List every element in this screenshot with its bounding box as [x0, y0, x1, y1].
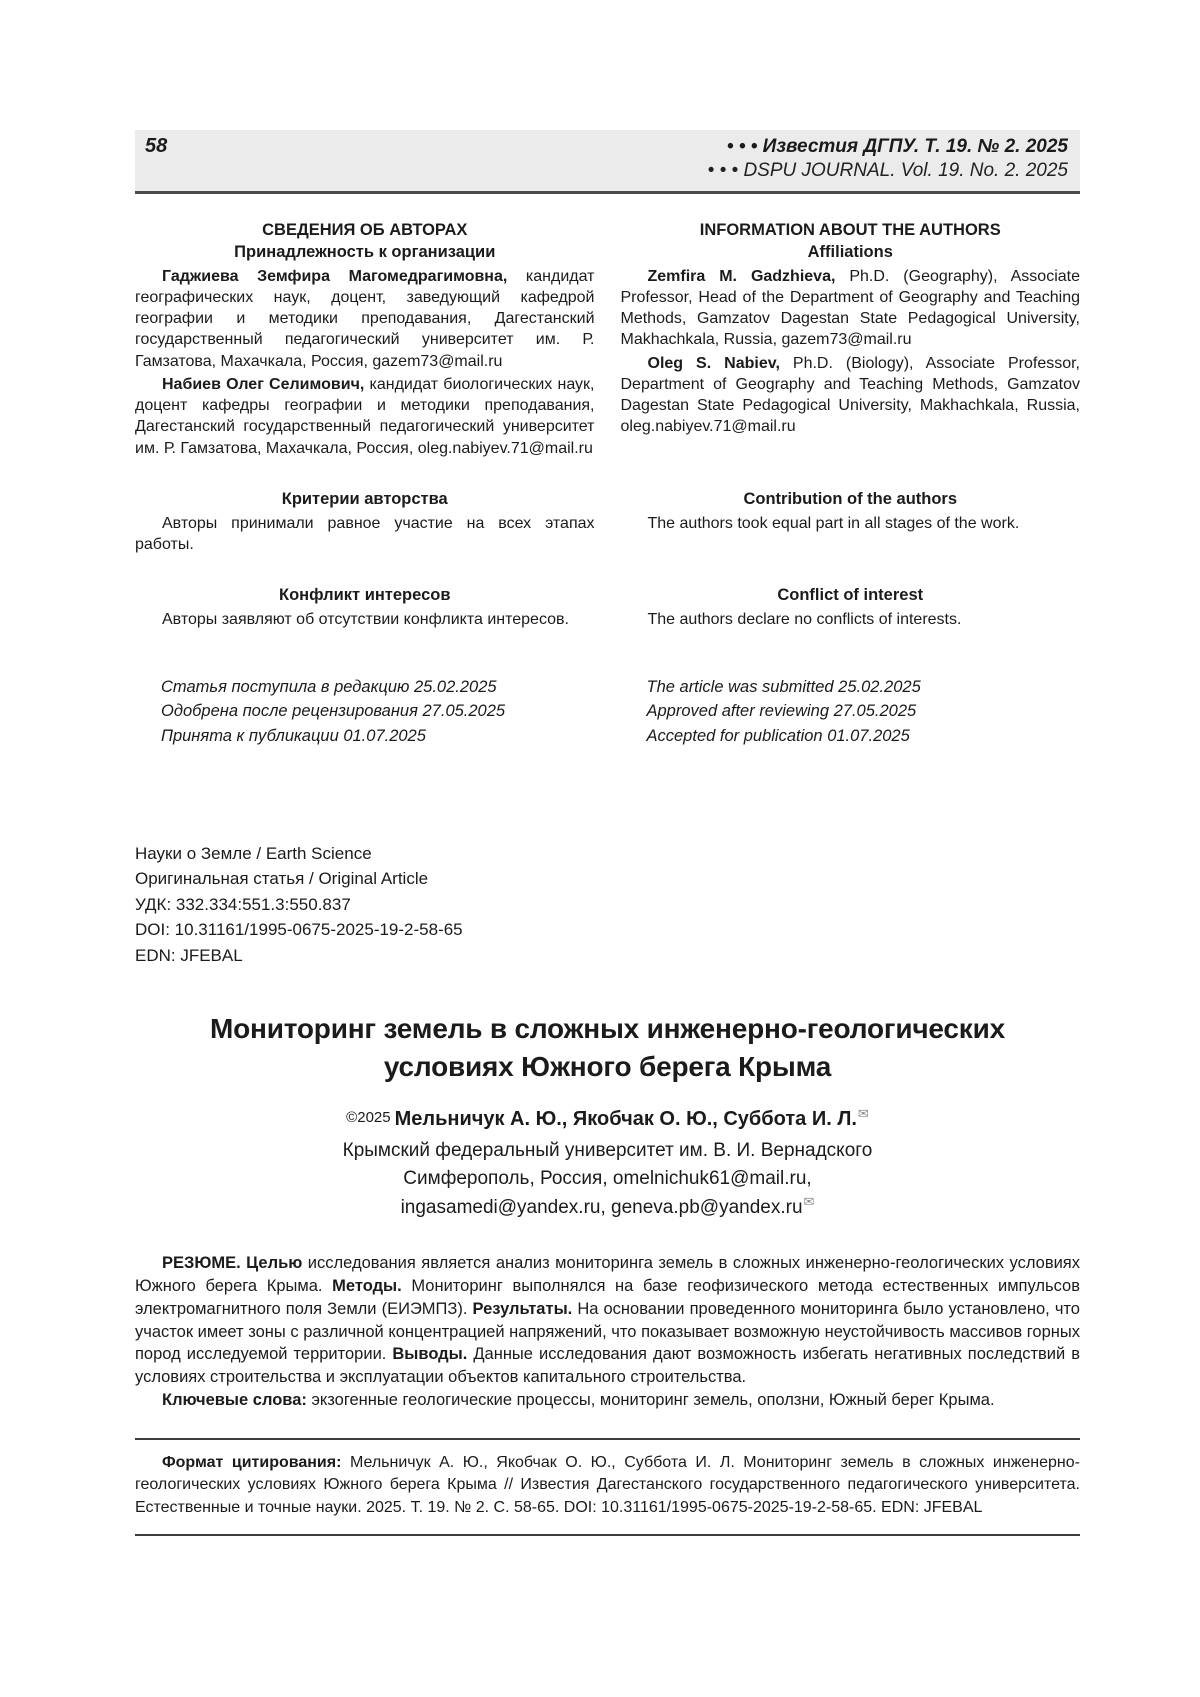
article-authors: Мельничук А. Ю., Якобчак О. Ю., Суббота И. Л.	[394, 1107, 857, 1130]
contribution-heading-en: Contribution of the authors	[743, 489, 958, 508]
date-accepted-en: Accepted for publication 01.07.2025	[646, 727, 910, 746]
article-meta	[135, 841, 1080, 969]
affiliation-university: Крымский федеральный университет им. В. И. Вернадского	[342, 1139, 873, 1161]
contribution-heading-ru: Критерии авторства	[281, 489, 448, 508]
article-dates-ru	[135, 675, 595, 749]
authors-info-heading-ru: СВЕДЕНИЯ ОБ АВТОРАХ	[262, 220, 468, 239]
date-approved-ru: Одобрена после рецензирования 27.05.2025	[161, 702, 506, 721]
section-label: Науки о Земле / Earth Science	[135, 843, 372, 863]
date-accepted-ru: Принята к публикации 01.07.2025	[161, 727, 426, 746]
conflict-heading-en: Conflict of interest	[777, 586, 924, 605]
article-type-label: Оригинальная статья / Original Article	[135, 869, 429, 889]
conflict-heading-ru: Конфликт интересов	[279, 586, 451, 605]
author-bio-ru-1: кандидат географических наук, доцент, заведующий кафедрой географии и методики преподавания, Дагестанский государственный педагогический университет им. Р. Гамзатова, Махачкала, Россия, gazem73@mail.ru	[135, 267, 595, 370]
author-name-ru-1: Гаджиева Земфира Магомедрагимовна,	[162, 267, 508, 285]
citation-box	[135, 1438, 1080, 1536]
citation-label: Формат цитирования:	[162, 1453, 342, 1471]
abstract-section	[135, 1252, 1080, 1411]
author-name-en-1: Zemfira M. Gadzhieva,	[647, 267, 836, 285]
abstract-paragraph	[135, 1252, 1080, 1389]
affiliation-city-email: Симферополь, Россия, omelnichuk61@mail.ru,	[403, 1168, 812, 1190]
journal-title-ru: • • • Известия ДГПУ. Т. 19. № 2. 2025	[726, 136, 1068, 157]
date-submitted-en: The article was submitted 25.02.2025	[646, 677, 921, 696]
authors-info-en	[621, 220, 1081, 459]
running-header	[135, 130, 1080, 194]
author-bio-ru-2: кандидат биологических наук, доцент кафедры географии и методики преподавания, Дагестанский государственный педагогический университет им. Р. Гамзатова, Махачкала, Россия, oleg.nabiyev.71@mail.ru	[135, 375, 595, 457]
author-bio-en-2: Ph.D. (Biology), Associate Professor, Department of Geography and Teaching Methods, Gamzatov Dagestan State Pedagogical University, Makhachkala, Russia, oleg.nabiyev.71@mail.ru	[620, 354, 1081, 436]
affiliation-heading-ru: Принадлежность к организации	[234, 242, 496, 261]
journal-title-en: • • • DSPU JOURNAL. Vol. 19. No. 2. 2025	[707, 160, 1068, 182]
journal-page	[135, 0, 1080, 1536]
date-approved-en: Approved after reviewing 27.05.2025	[646, 702, 917, 721]
conflict-ru	[135, 585, 595, 630]
keywords-paragraph	[135, 1389, 1080, 1412]
author-name-en-2: Oleg S. Nabiev,	[647, 354, 780, 372]
article-authors-line	[135, 1105, 1080, 1131]
conflict-en	[621, 585, 1081, 630]
affiliation-heading-en: Affiliations	[807, 242, 893, 261]
envelope-icon-2: ✉	[803, 1193, 815, 1209]
author-paragraph-ru-2	[135, 374, 595, 459]
doi-code: DOI: 10.31161/1995-0675-2025-19-2-58-65	[135, 920, 463, 940]
abstract-conclusion-text: Данные исследования дают возможность избегать негативных последствий в условиях строительства и эксплуатации объектов капитального строительства.	[135, 1345, 1080, 1387]
author-name-ru-2: Набиев Олег Селимович,	[162, 375, 365, 393]
udc-code: УДК: 332.334:551.3:550.837	[135, 894, 351, 914]
authors-info-heading-en: INFORMATION ABOUT THE AUTHORS	[699, 220, 1001, 239]
author-paragraph-en-1	[621, 266, 1081, 351]
contribution-text-en: The authors took equal part in all stages of the work.	[647, 514, 1020, 532]
article-title: Мониторинг земель в сложных инженерно-геологических условиях Южного берега Крыма	[209, 1013, 1005, 1083]
keywords-label: Ключевые слова:	[162, 1391, 307, 1409]
keywords-text: экзогенные геологические процессы, мониторинг земель, оползни, Южный берег Крыма.	[306, 1391, 995, 1409]
conflict-text-ru: Авторы заявляют об отсутствии конфликта интересов.	[162, 611, 569, 629]
journal-titles	[708, 135, 1068, 184]
citation-text: Мельничук А. Ю., Якобчак О. Ю., Суббота И. Л. Мониторинг земель в сложных инженерно-геологических условиях Южного берега Крыма // Известия Дагестанского государственного педагогического университета. Естественные и точные науки. 2025. Т. 19. № 2. С. 58-65. DOI: 10.31161/1995-0675-2025-19-2-58-65. EDN: JFEBAL	[135, 1453, 1080, 1517]
author-paragraph-en-2	[621, 353, 1081, 438]
abstract-results-text: На основании проведенного мониторинга было установлено, что участок имеет зоны с различной концентрацией напряжений, что показывает возможную неустойчивость массивов горных пород исследуемой территории.	[135, 1299, 1080, 1364]
abstract-methods-label: Методы.	[332, 1277, 402, 1296]
contribution-ru	[135, 489, 595, 555]
affiliation-emails	[135, 1194, 1080, 1223]
edn-code: EDN: JFEBAL	[135, 945, 243, 965]
contribution-en	[621, 489, 1081, 555]
copyright-year: ©2025	[346, 1108, 391, 1126]
author-bio-en-1: Ph.D. (Geography), Associate Professor, Head of the Department of Geography and Teaching Methods, Gamzatov Dagestan State Pedagogical University, Makhachkala, Russia, gazem73@mail.ru	[620, 267, 1080, 349]
article-dates-en	[621, 675, 1081, 749]
authors-info-ru	[135, 220, 595, 459]
page-number: 58	[145, 135, 168, 157]
author-paragraph-ru-1	[135, 266, 595, 372]
article-affiliation	[135, 1137, 1080, 1223]
authors-info-columns	[135, 220, 1080, 749]
conflict-text-en: The authors declare no conflicts of interests.	[647, 611, 962, 629]
abstract-conclusion-label: Выводы.	[392, 1345, 468, 1364]
citation-paragraph	[135, 1452, 1080, 1520]
contribution-text-ru: Авторы принимали равное участие на всех этапах работы.	[135, 514, 595, 554]
abstract-goal-text: исследования является анализ мониторинга земель в сложных инженерно-геологических условиях Южного берега Крыма.	[135, 1254, 1080, 1296]
abstract-results-label: Результаты.	[472, 1299, 573, 1318]
affiliation-emails-text: ingasamedi@yandex.ru, geneva.pb@yandex.ru	[400, 1196, 803, 1218]
envelope-icon: ✉	[857, 1105, 869, 1121]
abstract-label: РЕЗЮМЕ. Целью	[162, 1254, 303, 1273]
date-submitted-ru: Статья поступила в редакцию 25.02.2025	[161, 677, 497, 696]
abstract-methods-text: Мониторинг выполнялся на базе геофизического метода естественных импульсов электромагнитного поля Земли (ЕИЭМПЗ).	[135, 1277, 1080, 1318]
